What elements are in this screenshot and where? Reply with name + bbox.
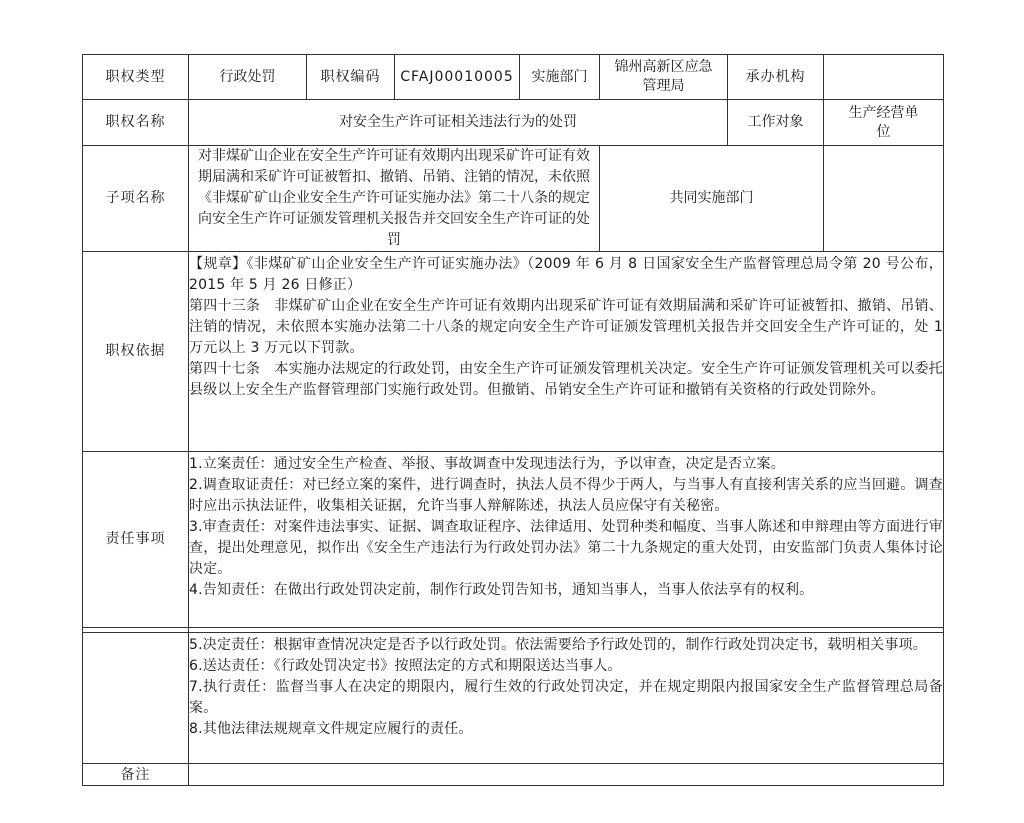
implementing-dept-value: 锦州高新区应急管理局 [600,55,728,100]
handling-org-label: 承办机构 [728,55,824,100]
authority-name-label: 职权名称 [83,100,189,146]
subitem-name-label: 子项名称 [83,146,189,252]
authority-code-label: 职权编码 [307,55,395,100]
table-row-name [83,100,944,146]
duty-item: 8.其他法律法规规章文件规定应履行的责任。 [189,721,473,737]
implementing-dept-label: 实施部门 [520,55,600,100]
subitem-name-value: 对非煤矿山企业在安全生产许可证有效期内出现采矿许可证有效期届满和采矿许可证被暂扣、撤销、吊销、注销的情况，未依照《非煤矿矿山企业安全生产许可证实施办法》第二十八条的规定向安全生产许可证颁发管理机关报告并交回安全生产许可证的处罚 [189,146,600,252]
table-row-subitem [83,146,944,252]
joint-dept-value [824,146,944,252]
duties-label: 责任事项 [83,452,189,628]
duties-text-part1 [189,452,944,628]
legal-basis-text [189,252,944,452]
duty-item: 7.执行责任：监督当事人在决定的期限内，履行生效的行政处罚决定，并在规定期限内报国家安全生产监督管理总局备案。 [189,679,943,716]
work-target-label: 工作对象 [728,100,824,146]
duties-label-continued [83,633,189,764]
table-row-duties-continued [83,633,944,764]
duty-item: 6.送达责任：《行政处罚决定书》按照法定的方式和期限送达当事人。 [189,658,622,674]
table-row-type [83,55,944,100]
table-row-basis [83,252,944,452]
handling-org-value [824,55,944,100]
table-row-remarks [83,764,944,786]
basis-paragraph: 第四十七条 本实施办法规定的行政处罚，由安全生产许可证颁发管理机关决定。安全生产许可证颁发管理机关可以委托县级以上安全生产监督管理部门实施行政处罚。但撤销、吊销安全生产许可证和撤销有关资格的行政处罚除外。 [189,361,943,398]
joint-dept-label: 共同实施部门 [600,146,824,252]
basis-paragraph: 【规章】《非煤矿矿山企业安全生产许可证实施办法》（2009 年 6 月 8 日国家安全生产监督管理总局令第 20 号公布，2015 年 5 月 26 日修正） [189,256,943,293]
duty-item: 3.审查责任：对案件违法事实、证据、调查取证程序、法律适用、处罚种类和幅度、当事人陈述和申辩理由等方面进行审查，提出处理意见，拟作出《安全生产违法行为行政处罚办法》第二十九条规定的重大处罚，由安监部门负责人集体讨论决定。 [189,519,943,577]
authority-code-value: CFAJ00010005 [395,55,520,100]
remarks-label: 备注 [83,764,189,786]
authority-table [82,54,944,786]
duties-text-part2 [189,633,944,764]
duty-item: 1.立案责任：通过安全生产检查、举报、事故调查中发现违法行为，予以审查，决定是否立案。 [189,456,785,472]
duty-item: 4.告知责任：在做出行政处罚决定前，制作行政处罚告知书，通知当事人，当事人依法享有的权利。 [189,582,814,598]
authority-type-value: 行政处罚 [189,55,307,100]
authority-type-label: 职权类型 [83,55,189,100]
duty-item: 5.决定责任：根据审查情况决定是否予以行政处罚。依法需要给予行政处罚的，制作行政处罚决定书，载明相关事项。 [189,637,927,653]
work-target-value: 生产经营单位 [824,100,944,146]
remarks-value [189,764,944,786]
duty-item: 2.调查取证责任：对已经立案的案件，进行调查时，执法人员不得少于两人，与当事人有直接利害关系的应当回避。调查时应出示执法证件，收集相关证据，允许当事人辩解陈述，执法人员应保守有关秘密。 [189,477,943,514]
basis-paragraph: 第四十三条 非煤矿矿山企业在安全生产许可证有效期内出现采矿许可证有效期届满和采矿许可证被暂扣、撤销、吊销、注销的情况，未依照本实施办法第二十八条的规定向安全生产许可证颁发管理机关报告并交回安全生产许可证的，处 1 万元以上 3 万元以下罚款。 [189,298,943,356]
document-page [82,54,943,786]
legal-basis-label: 职权依据 [83,252,189,452]
authority-name-value: 对安全生产许可证相关违法行为的处罚 [189,100,728,146]
table-row-duties [83,452,944,628]
